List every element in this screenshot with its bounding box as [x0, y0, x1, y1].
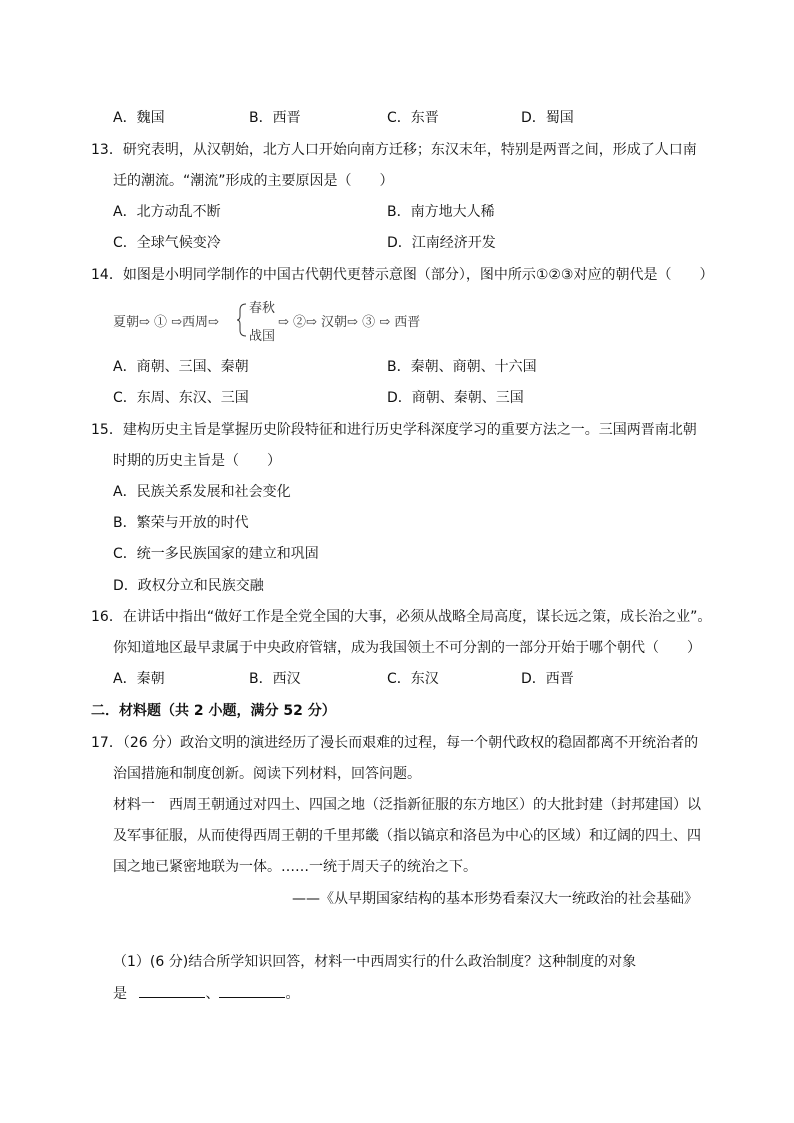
q13-stem-line1: 13．研究表明，从汉朝始，北方人口开始向南方迁移；东汉末年，特别是两晋之间，形成了人口南: [91, 142, 697, 158]
q12-option-c: C．东晋: [387, 110, 439, 126]
sub1-prefix: 是: [113, 986, 127, 1002]
q15-option-c: C．统一多民族国家的建立和巩固: [113, 546, 319, 562]
q16-option-c: C．东汉: [387, 671, 439, 687]
diagram-bracket: [237, 298, 247, 342]
answer-blank-1[interactable]: [139, 983, 205, 998]
q14-option-d: D．商朝、秦朝、三国: [387, 390, 524, 406]
material1-line1: 材料一 西周王朝通过对四土、四国之地（泛指新征服的东方地区）的大批封建（封邦建国）以: [113, 797, 701, 813]
q16-stem-line2: 你知道地区最早隶属于中央政府管辖，成为我国领土不可分割的一部分开始于哪个朝代（ ）: [113, 640, 701, 656]
q16-option-d: D．西晋: [521, 671, 574, 687]
material1-line3: 国之地已紧密地联为一体。……一统于周天子的统治之下。: [113, 859, 477, 875]
q13-stem-line2: 迁的潮流。“潮流”形成的主要原因是（ ）: [113, 173, 394, 189]
q17-sub1-line2: [113, 983, 299, 1004]
q15-option-b: B．繁荣与开放的时代: [113, 515, 249, 531]
diagram-rest: ⇨ ②⇨ 汉朝⇨ ③ ⇨ 西晋: [278, 315, 421, 330]
dynasty-succession-diagram: [113, 298, 473, 342]
q13-option-d: D．江南经济开发: [387, 235, 496, 251]
q14-stem-line1: 14．如图是小明同学制作的中国古代朝代更替示意图（部分），图中所示①②③对应的朝代是（ ）: [91, 267, 714, 283]
q15-option-a: A．民族关系发展和社会变化: [113, 484, 291, 500]
q14-option-b: B．秦朝、商朝、十六国: [387, 359, 537, 375]
sub1-separator: 、: [205, 986, 220, 1002]
diagram-start: 夏朝⇨ ① ⇨西周⇨: [113, 315, 219, 330]
q15-option-d: D．政权分立和民族交融: [113, 578, 264, 594]
q12-option-b: B．西晋: [249, 110, 301, 126]
material1-line2: 及军事征服，从而使得西周王朝的千里邦畿（指以镐京和洛邑为中心的区域）和辽阔的四土、四: [113, 828, 701, 844]
q13-option-c: C．全球气候变冷: [113, 235, 221, 251]
diagram-lower: 战国: [249, 329, 276, 344]
q16-stem-line1: 16．在讲话中指出“做好工作是全党全国的大事，必须从战略全局高度，谋长远之策，成长治之业”。: [91, 609, 712, 625]
sub1-end: 。: [285, 986, 300, 1002]
q17-sub1-line1: （1）(6 分)结合所学知识回答，材料一中西周实行的什么政治制度？这种制度的对象: [113, 954, 637, 970]
answer-blank-2[interactable]: [219, 983, 285, 998]
diagram-upper: 春秋: [249, 301, 276, 316]
q14-option-c: C．东周、东汉、三国: [113, 390, 249, 406]
q17-stem-line1: 17．（26 分）政治文明的演进经历了漫长而艰难的过程，每一个朝代政权的稳固都离不开统治者的: [91, 735, 699, 751]
q15-stem-line1: 15．建构历史主旨是掌握历史阶段特征和进行历史学科深度学习的重要方法之一。三国两晋南北朝: [91, 422, 697, 438]
q12-option-d: D．蜀国: [521, 110, 574, 126]
q13-option-b: B．南方地大人稀: [387, 204, 495, 220]
material1-source: ——《从早期国家结构的基本形势看秦汉大一统政治的社会基础》: [292, 891, 698, 907]
q13-option-a: A．北方动乱不断: [113, 204, 221, 220]
q12-option-a: A．魏国: [113, 110, 165, 126]
q17-stem-line2: 治国措施和制度创新。阅读下列材料，回答问题。: [113, 766, 421, 782]
q16-option-b: B．西汉: [249, 671, 301, 687]
q15-stem-line2: 时期的历史主旨是（ ）: [113, 453, 281, 469]
q16-option-a: A．秦朝: [113, 671, 165, 687]
section-2-heading: 二．材料题（共 2 小题，满分 52 分）: [91, 703, 336, 719]
q14-option-a: A．商朝、三国、秦朝: [113, 359, 249, 375]
